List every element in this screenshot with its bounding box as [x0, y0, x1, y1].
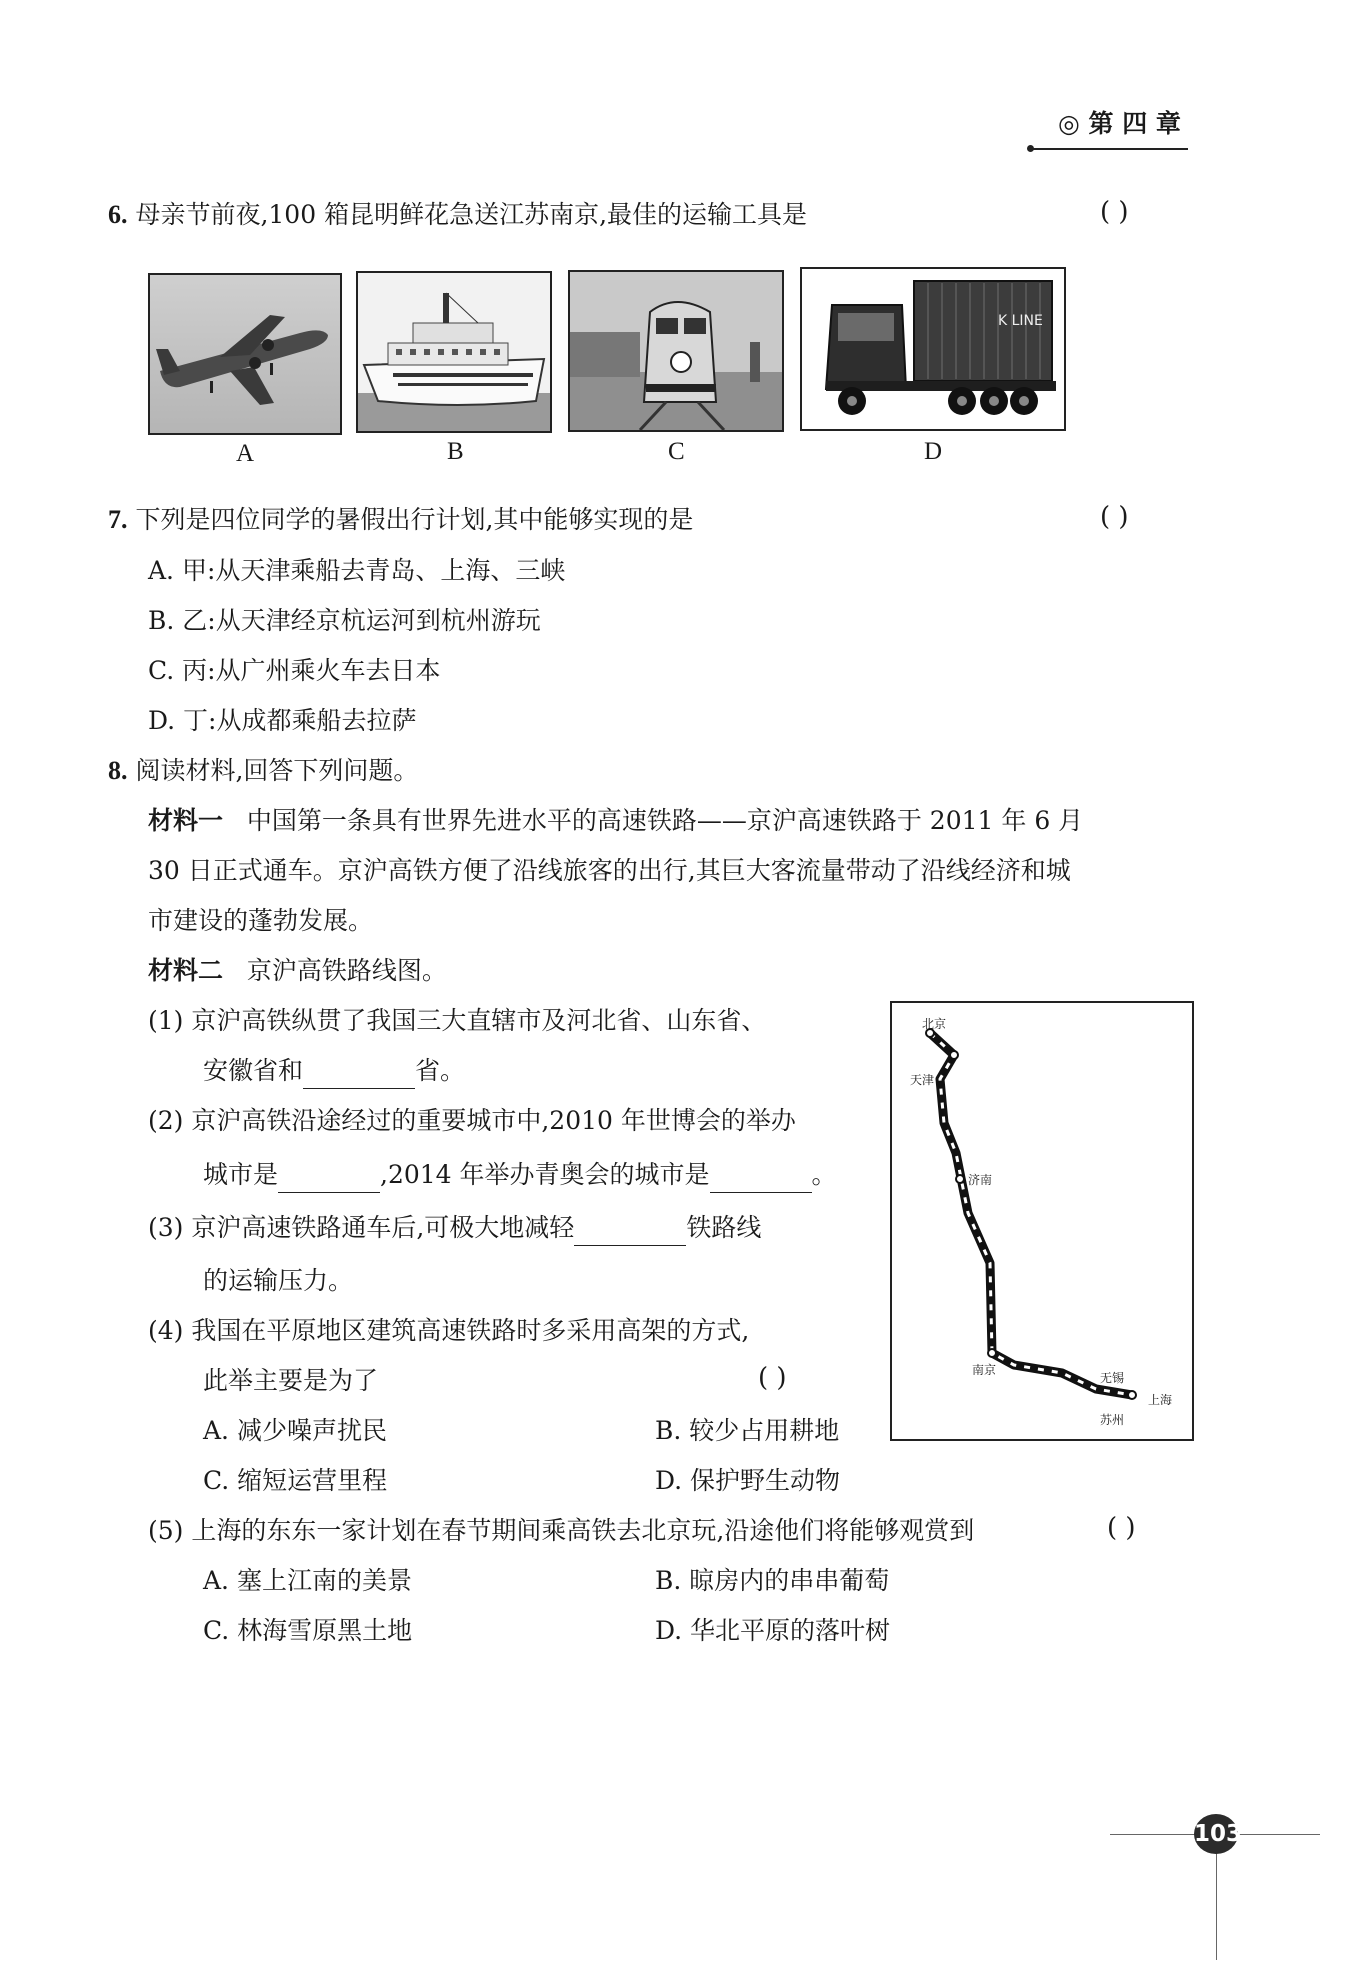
material-1-line-1 — [148, 803, 1083, 839]
sub-question-1-text-a: 安徽省和 — [203, 1056, 304, 1085]
sub-question-5-answer-paren[interactable]: ( ) — [1107, 1513, 1136, 1543]
railway-route-svg — [892, 1003, 1192, 1439]
sub-question-1-text-b: 省。 — [415, 1056, 466, 1085]
sub-question-3-text-b: 铁路线 — [686, 1213, 762, 1242]
sub-question-2-text-b: ,2014 年举办青奥会的城市是 — [380, 1160, 710, 1189]
material-2-label: 材料二 — [148, 956, 224, 985]
city-label-tianjin: 天津 — [910, 1073, 935, 1087]
sub-question-5-option-a[interactable]: A. 塞上江南的美景 — [203, 1566, 412, 1595]
sub-question-2-text-c: 。 — [811, 1160, 837, 1189]
city-label-wuxi: 无锡 — [1100, 1371, 1125, 1385]
material-1-line-2: 30 日正式通车。京沪高铁方便了沿线旅客的出行,其巨大客流量带动了沿线经济和城 — [148, 856, 1071, 885]
sub-question-2-blank-2[interactable] — [710, 1162, 812, 1193]
page-number: 103 — [1194, 1821, 1243, 1847]
sub-question-1-line-2 — [203, 1053, 465, 1089]
sub-question-5-line-1: (5) 上海的东东一家计划在春节期间乘高铁去北京玩,沿途他们将能够观赏到 — [148, 1516, 975, 1545]
question-7-option-d[interactable]: D. 丁:从成都乘船去拉萨 — [148, 706, 417, 735]
question-8-text: 阅读材料,回答下列问题。 — [135, 756, 419, 785]
option-d-letter: D — [924, 438, 943, 465]
option-c-train-picture[interactable] — [568, 270, 784, 432]
airplane-icon — [150, 275, 340, 433]
sub-question-4-option-c[interactable]: C. 缩短运营里程 — [203, 1466, 388, 1495]
question-7 — [108, 502, 693, 538]
footer-vertical-rule — [1216, 1850, 1217, 1960]
shanghai-station-dot — [1128, 1391, 1136, 1399]
sub-question-3-text-a: (3) 京沪高速铁路通车后,可极大地减轻 — [148, 1213, 575, 1242]
question-6-number: 6. — [108, 200, 128, 229]
sub-question-1-blank[interactable] — [303, 1058, 415, 1089]
material-1-text: 中国第一条具有世界先进水平的高速铁路——京沪高速铁路于 2011 年 6 月 — [246, 806, 1084, 835]
container-logo-text: K LINE — [998, 313, 1043, 329]
option-c-letter: C — [668, 438, 685, 465]
sub-question-4-line-1: (4) 我国在平原地区建筑高速铁路时多采用高架的方式, — [148, 1316, 750, 1345]
question-7-answer-paren[interactable]: ( ) — [1100, 502, 1129, 532]
sub-question-3-line-2: 的运输压力。 — [203, 1266, 354, 1295]
question-6 — [108, 197, 807, 233]
train-icon — [570, 272, 782, 430]
option-b-ship-picture[interactable] — [356, 271, 552, 433]
option-a-letter: A — [236, 440, 255, 467]
chapter-header: ◎ 第 四 章 — [1058, 109, 1181, 138]
question-6-answer-paren[interactable]: ( ) — [1100, 197, 1129, 227]
material-2-text: 京沪高铁路线图。 — [246, 956, 447, 985]
sub-question-5-option-d[interactable]: D. 华北平原的落叶树 — [655, 1616, 891, 1645]
question-7-number: 7. — [108, 505, 128, 534]
sub-question-1-line-1: (1) 京沪高铁纵贯了我国三大直辖市及河北省、山东省、 — [148, 1006, 767, 1035]
question-8-number: 8. — [108, 756, 128, 785]
sub-question-4-line-2: 此举主要是为了 — [203, 1366, 379, 1395]
material-2 — [148, 953, 447, 989]
sub-question-3-line-1 — [148, 1210, 761, 1246]
sub-question-2-line-2 — [203, 1157, 837, 1193]
option-d-truck-picture[interactable] — [800, 267, 1066, 431]
tianjin-station-dot — [950, 1051, 958, 1059]
jinan-station-dot — [956, 1175, 964, 1183]
question-7-option-a[interactable]: A. 甲:从天津乘船去青岛、上海、三峡 — [148, 556, 566, 585]
sub-question-4-option-d[interactable]: D. 保护野生动物 — [655, 1466, 841, 1495]
material-1-line-3: 市建设的蓬勃发展。 — [148, 906, 374, 935]
ship-icon — [358, 273, 550, 431]
sub-question-5-option-c[interactable]: C. 林海雪原黑土地 — [203, 1616, 413, 1645]
question-7-text: 下列是四位同学的暑假出行计划,其中能够实现的是 — [135, 505, 694, 534]
city-label-beijing: 北京 — [922, 1017, 947, 1031]
sub-question-5-option-b[interactable]: B. 晾房内的串串葡萄 — [655, 1566, 890, 1595]
option-b-letter: B — [447, 438, 464, 465]
truck-icon — [802, 269, 1064, 429]
sub-question-2-blank-1[interactable] — [278, 1162, 380, 1193]
railway-route-map — [890, 1001, 1194, 1441]
question-7-option-b[interactable]: B. 乙:从天津经京杭运河到杭州游玩 — [148, 606, 541, 635]
sub-question-3-blank[interactable] — [574, 1215, 686, 1246]
sub-question-2-line-1: (2) 京沪高铁沿途经过的重要城市中,2010 年世博会的举办 — [148, 1106, 796, 1135]
sub-question-4-option-b[interactable]: B. 较少占用耕地 — [655, 1416, 840, 1445]
header-rule — [1030, 148, 1188, 150]
question-8 — [108, 753, 418, 789]
sub-question-4-option-a[interactable]: A. 减少噪声扰民 — [203, 1416, 387, 1445]
header-rule-dot — [1027, 145, 1034, 152]
sub-question-2-text-a: 城市是 — [203, 1160, 279, 1189]
railway-line — [930, 1033, 1132, 1395]
question-6-text: 母亲节前夜,100 箱昆明鲜花急送江苏南京,最佳的运输工具是 — [135, 200, 808, 229]
page-number-badge — [1194, 1814, 1243, 1854]
city-label-shanghai: 上海 — [1148, 1393, 1173, 1407]
city-label-suzhou: 苏州 — [1100, 1413, 1125, 1427]
city-label-nanjing: 南京 — [972, 1363, 997, 1377]
material-1-label: 材料一 — [148, 806, 224, 835]
option-a-airplane-picture[interactable] — [148, 273, 342, 435]
city-label-jinan: 济南 — [968, 1173, 993, 1187]
nanjing-station-dot — [988, 1349, 996, 1357]
sub-question-4-answer-paren[interactable]: ( ) — [758, 1363, 787, 1393]
question-7-option-c[interactable]: C. 丙:从广州乘火车去日本 — [148, 656, 441, 685]
